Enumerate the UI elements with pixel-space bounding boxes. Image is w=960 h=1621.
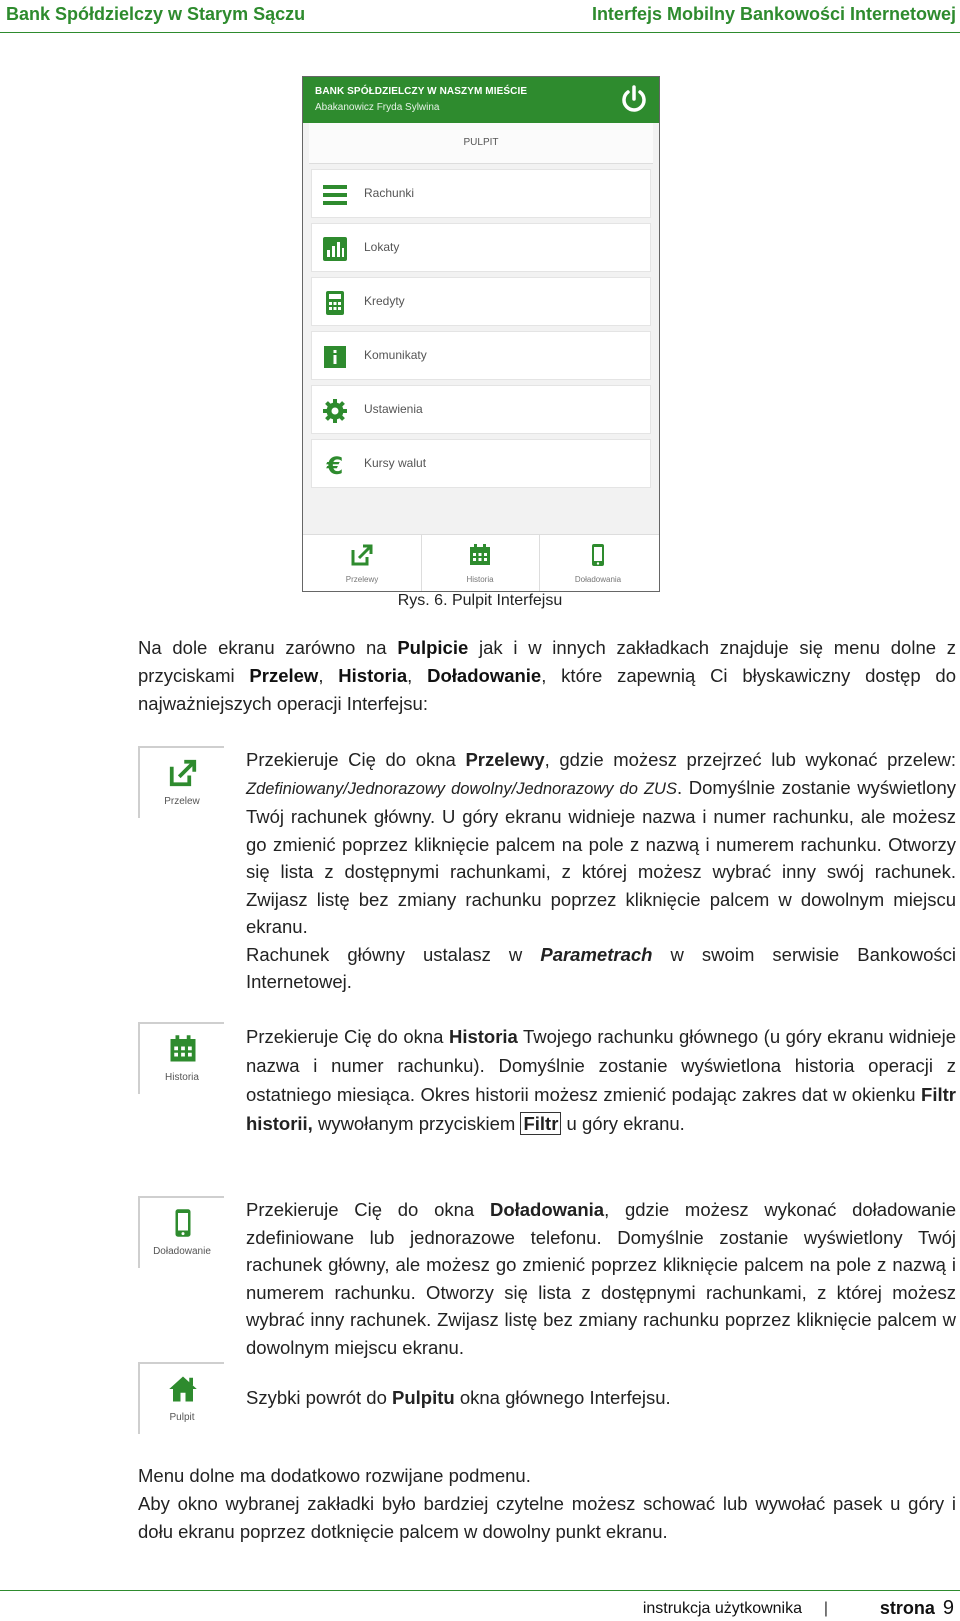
phone-icon — [586, 543, 610, 567]
gear-icon — [322, 398, 348, 424]
dashboard-screenshot — [302, 76, 660, 592]
info-icon — [322, 344, 348, 370]
icon-label: Historia — [165, 1072, 199, 1083]
pulpit-description: Szybki powrót do Pulpitu okna głównego Interfejsu. — [246, 1387, 671, 1408]
bottom-tab-label: Doładowania — [574, 575, 622, 584]
doladowanie-icon-box — [138, 1196, 224, 1268]
menu-item-kredyty[interactable] — [311, 277, 651, 326]
app-user-name: Abakanowicz Fryda Sylwina — [315, 102, 440, 113]
filtr-button-sample: Filtr — [520, 1112, 561, 1135]
header-bank-name: Bank Spółdzielczy w Starym Sączu — [6, 4, 306, 24]
outro-line-1: Menu dolne ma dodatkowo rozwijane podmenu. — [138, 1465, 531, 1486]
icon-label: Doładowanie — [153, 1246, 211, 1257]
icon-label: Pulpit — [169, 1412, 195, 1423]
app-menu-list — [311, 169, 651, 493]
transfer-icon — [168, 758, 198, 788]
pulpit-icon-box — [138, 1362, 224, 1434]
bottom-tab-label: Historia — [466, 575, 494, 584]
przelew-icon-box — [138, 746, 224, 818]
power-icon[interactable] — [619, 84, 649, 114]
doladowanie-description: Przekieruje Cię do okna Doładowania, gdzie możesz wykonać doładowanie zdefiniowane lub jednorazowe telefonu. Domyślnie zostanie wyświetlony Twój rachunek główny, ale możesz go zmienić poprzez kliknięcie palcem na pole z nazwą i numerem rachunku. Otworzy się lista z dostępnymi rachunkami, z której możesz wybrać inny rachunek. Zwijasz listę bez zmiany rachunku poprzez kliknięcie palcem w dowolnym miejscu ekranu. — [246, 1199, 956, 1358]
menu-item-label: Komunikaty — [364, 348, 427, 362]
menu-item-label: Ustawienia — [364, 402, 423, 416]
list-icon — [322, 182, 348, 208]
menu-item-lokaty[interactable] — [311, 223, 651, 272]
bottom-tab-doladowania[interactable] — [539, 535, 657, 591]
menu-item-ustawienia[interactable] — [311, 385, 651, 434]
transfer-icon — [350, 543, 374, 567]
app-bank-name: BANK SPÓŁDZIELCZY W NASZYM MIEŚCIE — [315, 86, 528, 97]
footer-doc-name: instrukcja użytkownika — [642, 1600, 802, 1617]
calendar-icon — [468, 543, 492, 567]
footer-page: strona 9 — [879, 1597, 954, 1619]
historia-icon-box — [138, 1022, 224, 1094]
app-subheader: PULPIT — [309, 123, 653, 164]
app-bottom-menu — [303, 534, 659, 591]
svg-text:€: € — [326, 452, 344, 478]
icon-label: Przelew — [164, 796, 200, 807]
menu-item-label: Lokaty — [364, 240, 400, 254]
page-header — [0, 0, 960, 33]
menu-item-label: Kredyty — [364, 294, 405, 308]
bottom-tab-label: Przelewy — [345, 575, 379, 584]
footer-separator: | — [823, 1600, 828, 1617]
menu-item-label: Rachunki — [364, 186, 415, 200]
page-footer — [0, 1590, 960, 1621]
page-number: 9 — [942, 1597, 954, 1619]
calculator-icon — [322, 290, 348, 316]
bottom-tab-historia[interactable] — [421, 535, 540, 591]
calendar-icon — [168, 1034, 198, 1064]
euro-icon — [322, 452, 348, 478]
menu-item-rachunki[interactable] — [311, 169, 651, 218]
menu-item-kursy-walut[interactable] — [311, 439, 651, 488]
intro-paragraph: Na dole ekranu zarówno na Pulpicie jak i w innych zakładkach znajduje się menu dolne z przyciskami Przelew, Historia, Doładowanie, które zapewnią Ci błyskawiczny dostęp do najważniejszych operacji Interfejsu: — [138, 637, 957, 714]
bar-chart-icon — [322, 236, 348, 262]
menu-item-label: Kursy walut — [364, 456, 427, 470]
phone-icon — [168, 1208, 198, 1238]
bottom-tab-przelewy[interactable] — [303, 535, 422, 591]
przelew-description: Przekieruje Cię do okna Przelewy, gdzie możesz przejrzeć lub wykonać przelew: Zdefiniowany/Jednorazowy dowolny/Jednorazowy do ZUS. Domyślnie zostanie wyświetlony Twój rachunek główny. U góry ekranu widnieje nazwa i numer rachunku, ale możesz go zmienić poprzez kliknięcie palcem na pole z nazwą i numerem rachunku. Otworzy się lista z dostępnymi rachunkami, z której możesz wybrać inny swój rachunek. Zwijasz listę bez zmiany rachunku poprzez kliknięcie palcem w dowolnym miejscu ekranu. Rachunek główny ustalasz w Parametrach w swoim serwisie Bankowości Internetowej. — [246, 749, 956, 992]
historia-description: Przekieruje Cię do okna Historia Twojego rachunku głównego (u góry ekranu widnieje nazwa i numer rachunku). Domyślnie zostanie wyświetlona historia operacji z ostatniego miesiąca. Okres historii możesz zmienić podając zakres dat w okienku Filtr historii, wywołanym przyciskiem Filtr u góry ekranu. — [246, 1026, 956, 1134]
header-doc-title: Interfejs Mobilny Bankowości Internetowej — [591, 4, 956, 24]
home-icon — [168, 1374, 198, 1404]
figure-caption: Rys. 6. Pulpit Interfejsu — [397, 592, 563, 609]
outro-line-2: Aby okno wybranej zakładki było bardziej czytelne możesz schować lub wywołać pasek u góry i dołu ekranu poprzez dotknięcie palcem w dowolny punkt ekranu. — [138, 1493, 956, 1542]
menu-item-komunikaty[interactable] — [311, 331, 651, 380]
app-top-bar — [303, 77, 659, 123]
